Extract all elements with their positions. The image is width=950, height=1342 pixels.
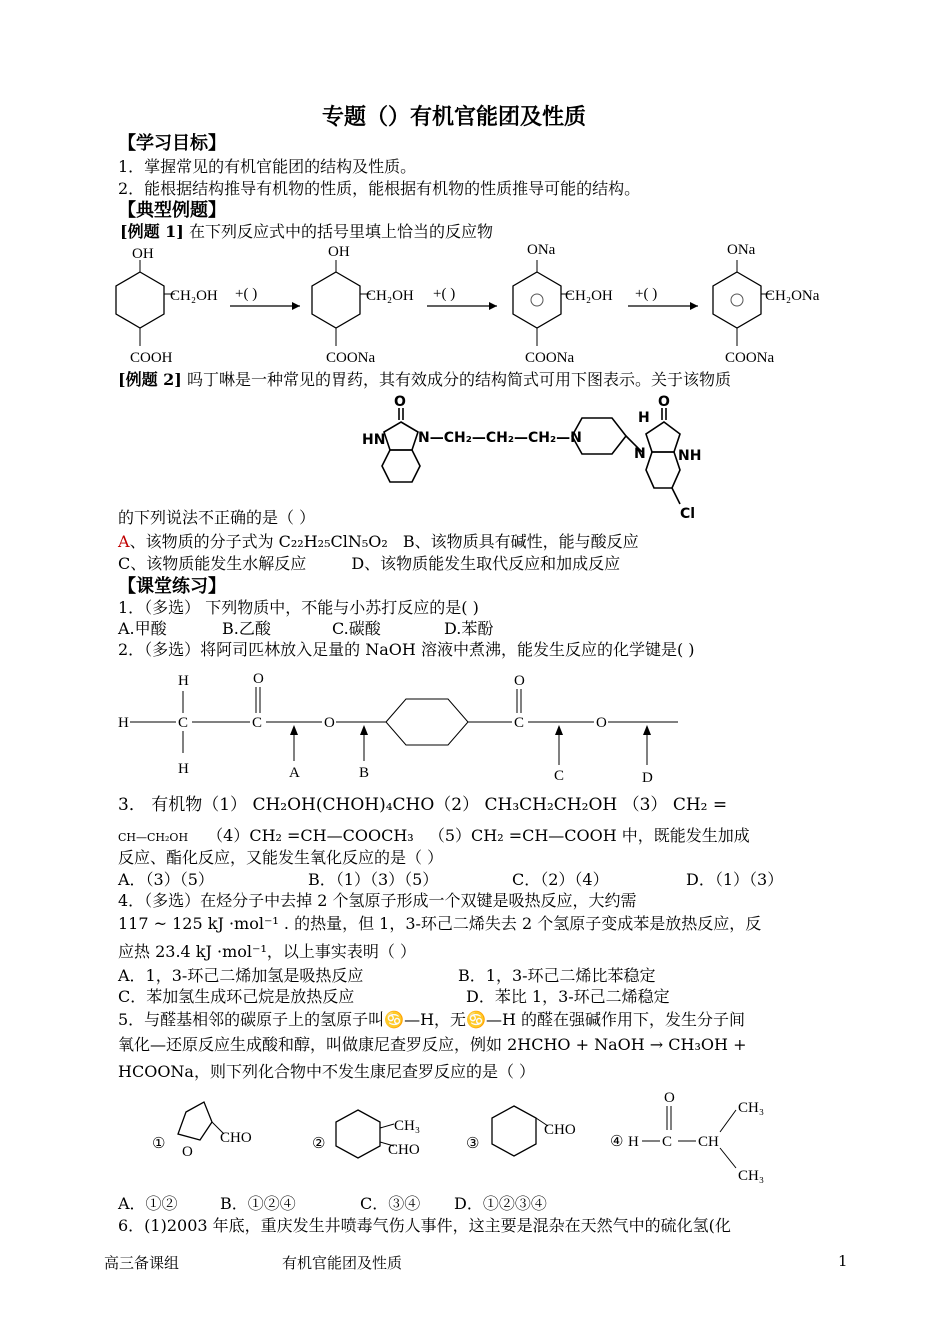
atom-o-carbonyl: O	[253, 671, 264, 687]
q1-option-c: C.碳酸	[332, 619, 381, 638]
n-label: N	[634, 446, 646, 462]
ch3-label: CH₃	[394, 1118, 421, 1134]
option-a-letter: A	[118, 532, 130, 551]
atom-o-ester: O	[324, 715, 335, 731]
example1-text: 在下列反应式中的括号里填上恰当的反应物	[188, 222, 493, 241]
option-a-text: 、该物质的分子式为 C₂₂H₂₅ClN₅O₂	[129, 532, 388, 551]
q3-option-a: A．（3）（5）	[118, 870, 214, 889]
q4-option-d: D．苯比 1，3-环己二烯稳定	[466, 987, 670, 1006]
ch2oh-label: CH₂OH	[170, 288, 218, 304]
q1-text: 1．（多选） 下列物质中，不能与小苏打反应的是( )	[118, 598, 479, 617]
carbonyl-o: O	[394, 394, 406, 410]
coona-label: COONa	[525, 350, 575, 366]
example1-reaction-scheme	[100, 238, 860, 368]
atom-o-carbonyl-2: O	[514, 673, 525, 689]
ch3-top: CH₃	[738, 1100, 765, 1116]
coona-label: COONa	[725, 350, 775, 366]
cl-label: Cl	[680, 506, 696, 522]
ona-label: ONa	[527, 242, 556, 258]
furfural	[178, 1102, 252, 1160]
ch-label: CH	[698, 1134, 719, 1150]
aspirin-bond-diagram	[110, 665, 690, 790]
footer-center: 有机官能团及性质	[282, 1254, 403, 1272]
q4-line1: 4．（多选）在烃分子中去掉 2 个氢原子形成一个双键是吸热反应，大约需	[118, 891, 637, 910]
h-label: H	[638, 410, 650, 426]
reagent-2: +( )	[433, 286, 456, 302]
q5-compounds	[140, 1082, 800, 1192]
tolualdehyde	[336, 1110, 420, 1158]
arrow-c-label: C	[554, 768, 565, 784]
carbonyl-o-2: O	[658, 394, 670, 410]
arrow-a-label: A	[289, 765, 300, 781]
h-label: H	[628, 1134, 639, 1150]
compound-3	[513, 242, 613, 366]
footer-left: 高三备课组	[104, 1254, 180, 1272]
chain-label: N—CH₂—CH₂—CH₂—N	[418, 430, 582, 446]
atom-o-acid: O	[596, 715, 607, 731]
q4-line3: 应热 23.4 kJ ·mol⁻¹，以上事实表明（ ）	[118, 942, 416, 961]
q5-line3: HCOONa，则下列化合物中不发生康尼查罗反应的是（ ）	[118, 1062, 536, 1081]
option-c: C、该物质能发生水解反应	[118, 554, 307, 573]
ch2oh-label: CH₂OH	[366, 288, 414, 304]
hn-label: HN	[362, 432, 386, 448]
o-label: O	[664, 1090, 675, 1106]
cho-label-3: CHO	[544, 1122, 576, 1138]
q5-line2: 氧化—还原反应生成酸和醇，叫做康尼查罗反应，例如 2HCHO + NaOH → CH₃OH +	[118, 1035, 747, 1054]
example2-label: [例题 2]	[118, 370, 182, 389]
q3-compound3-tail: CH—CH₂OH	[118, 831, 189, 844]
coona-label: COONa	[326, 350, 376, 366]
practice-heading: 【课堂练习】	[118, 576, 226, 597]
goal-2: 2．能根据结构推导有机物的性质，能根据有机物的性质推导可能的结构。	[118, 179, 641, 198]
compound-2-label: ②	[312, 1136, 326, 1152]
q3-line2	[118, 826, 750, 848]
atom-h-left: H	[118, 715, 129, 731]
atom-c3: C	[514, 715, 525, 731]
atom-h-top: H	[178, 673, 189, 689]
c-label: C	[662, 1134, 673, 1150]
goal-1: 1．掌握常见的有机官能团的结构及性质。	[118, 157, 417, 176]
q4-line2: 117 ~ 125 kJ ·mol⁻¹ . 的热量，但 1，3-环己二烯失去 2 个氢原子变成苯是放热反应，反	[118, 914, 762, 933]
q3-option-d: D．（1）（3）	[686, 870, 784, 889]
atom-c2: C	[252, 715, 263, 731]
option-d: D、该物质能发生取代反应和加成反应	[351, 554, 621, 573]
arrow-d-label: D	[642, 770, 653, 786]
ch2oh-label: CH₂OH	[565, 288, 613, 304]
q3-option-c: C．（2）（4）	[512, 870, 609, 889]
nh-label: NH	[678, 448, 702, 464]
q3-compound5: （5）CH₂ =CH—COOH 中，既能发生加成	[428, 826, 750, 845]
q4-option-a: A．1，3-环己二烯加氢是吸热反应	[118, 966, 364, 985]
cho-label-2: CHO	[388, 1142, 420, 1158]
q5-option-c: C．③④	[360, 1194, 421, 1213]
isobutyraldehyde	[628, 1090, 764, 1184]
q3-line1: 3． 有机物（1） CH₂OH(CHOH)₄CHO（2） CH₃CH₂CH₂OH （3） CH₂ =	[118, 795, 728, 815]
q4-option-b: B．1，3-环己二烯比苯稳定	[458, 966, 656, 985]
compound-4	[713, 242, 820, 366]
q5-option-d: D．①②③④	[454, 1194, 547, 1213]
example1-label: [例题 1]	[120, 222, 184, 241]
q1-option-b: B.乙酸	[222, 619, 271, 638]
q4-option-c: C．苯加氢生成环己烷是放热反应	[118, 987, 355, 1006]
example2-question: 的下列说法不正确的是（ ）	[118, 508, 316, 527]
oh-label: OH	[132, 246, 154, 262]
page-title: 专题（）有机官能团及性质	[322, 105, 587, 130]
q5-line1: 5．与醛基相邻的碳原子上的氢原子叫♋—H，无♋—H 的醛在强碱作用下，发生分子间	[118, 1010, 746, 1029]
atom-h-bottom: H	[178, 761, 189, 777]
q3-compound4: （4）CH₂ =CH—COOCH₃	[207, 826, 414, 845]
q5-option-a: A．①②	[118, 1194, 178, 1213]
ch2ona-label: CH₂ONa	[765, 288, 820, 304]
reagent-3: +( )	[635, 286, 658, 302]
compound-4-label: ④	[610, 1134, 624, 1150]
compound-1-label: ①	[152, 1136, 166, 1152]
cooh-label: COOH	[130, 350, 173, 366]
q6-line1: 6．(1)2003 年底，重庆发生井喷毒气伤人事件，这主要是混杂在天然气中的硫化氢(化	[118, 1216, 731, 1235]
q1-option-a: A.甲酸	[118, 619, 167, 638]
domperidone-structure	[360, 392, 720, 522]
compound-3-label: ③	[466, 1136, 480, 1152]
reagent-1: +( )	[235, 286, 258, 302]
cyclohexanecarbaldehyde	[492, 1106, 576, 1156]
example2-options-ab	[118, 532, 639, 552]
arrow-b-label: B	[359, 765, 370, 781]
q1-option-d: D.苯酚	[444, 619, 494, 638]
compound-2	[312, 244, 414, 366]
page-number: 1	[838, 1252, 848, 1270]
oh-label: OH	[328, 244, 350, 260]
q5-option-b: B．①②④	[220, 1194, 296, 1213]
example2-prompt	[118, 370, 731, 390]
examples-heading: 【典型例题】	[118, 200, 226, 221]
compound-1	[116, 246, 218, 366]
atom-c1: C	[178, 715, 189, 731]
example2-options-cd	[118, 554, 620, 574]
ona-label: ONa	[727, 242, 756, 258]
cho-label-1: CHO	[220, 1130, 252, 1146]
option-b: B、该物质具有碱性，能与酸反应	[402, 532, 639, 551]
q3-line3: 反应、酯化反应，又能发生氧化反应的是（ ）	[118, 848, 444, 867]
q2-text: 2．（多选）将阿司匹林放入足量的 NaOH 溶液中煮沸，能发生反应的化学键是( )	[118, 640, 695, 659]
ch3-bottom: CH₃	[738, 1168, 765, 1184]
furan-o: O	[182, 1144, 193, 1160]
q3-option-b: B．（1）（3）（5）	[308, 870, 439, 889]
example2-text: 吗丁啉是一种常见的胃药，其有效成分的结构简式可用下图表示。关于该物质	[186, 370, 731, 389]
goals-heading: 【学习目标】	[118, 133, 226, 154]
